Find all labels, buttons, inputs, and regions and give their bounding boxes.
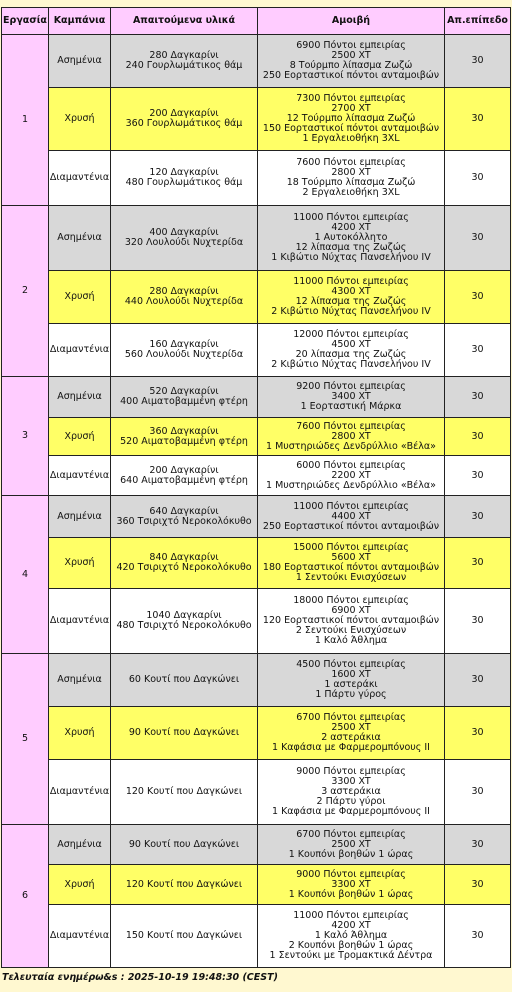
reward-line: 1 Εργαλειοθήκη 3XL	[302, 133, 400, 144]
level-cell: 30	[445, 35, 511, 88]
campaign-cell: Χρυσή	[49, 88, 111, 151]
reward-cell	[258, 271, 445, 324]
header-task: Εργασία	[2, 8, 49, 35]
reward-line: 180 Εορταστικοί πόντοι ανταμοιβών	[262, 562, 440, 573]
table-row	[2, 496, 511, 538]
reward-line: 2700 XT	[331, 103, 371, 114]
table-row	[2, 377, 511, 418]
material-line: 280 Δαγκαρίνι	[149, 50, 219, 61]
reward-line: 1 Μυστηριώδες Δενδρύλλιο «Βέλα»	[266, 479, 436, 491]
reward-line: 1 Σεντούκι με Τρομακτικά Δέντρα	[269, 950, 433, 961]
tasks-table-wrapper	[1, 7, 510, 968]
header-materials: Απαιτούμενα υλικά	[111, 8, 258, 35]
campaign-cell: Διαμαντένια	[49, 760, 111, 825]
level-cell: 30	[445, 206, 511, 271]
table-row	[2, 760, 511, 825]
reward-line: 2 αστεράκια	[321, 732, 381, 743]
materials-cell	[111, 324, 258, 377]
reward-line: 250 Εορταστικοί πόντοι ανταμοιβών	[262, 520, 440, 532]
material-line: 360 Γουρλωμάτικος θάμ	[125, 118, 243, 129]
level-cell: 30	[445, 324, 511, 377]
materials-cell	[111, 418, 258, 456]
reward-line: 250 Εορταστικοί πόντοι ανταμοιβών	[262, 70, 440, 81]
table-row	[2, 654, 511, 707]
table-row	[2, 151, 511, 206]
reward-line: 18000 Πόντοι εμπειρίας	[293, 595, 409, 606]
last-updated-footer	[2, 972, 278, 983]
materials-cell	[111, 456, 258, 496]
task-number-cell: 2	[2, 206, 49, 377]
reward-line: 2 Πάρτυ γύροι	[316, 796, 386, 807]
reward-line: 11000 Πόντοι εμπειρίας	[293, 276, 409, 287]
task-number-cell: 4	[2, 496, 49, 654]
level-cell: 30	[445, 905, 511, 968]
reward-cell	[258, 377, 445, 418]
table-row	[2, 865, 511, 905]
level-cell: 30	[445, 538, 511, 589]
header-campaign: Καμπάνια	[49, 8, 111, 35]
reward-line: 20 λίπασμα της Ζωζώς	[295, 349, 407, 360]
reward-line: 9000 Πόντοι εμπειρίας	[296, 766, 406, 777]
material-line: 1040 Δαγκαρίνι	[146, 610, 222, 621]
task-number-cell: 1	[2, 35, 49, 206]
material-line: 60 Κουτί που Δαγκώνει	[128, 674, 240, 685]
level-cell: 30	[445, 760, 511, 825]
level-cell: 30	[445, 707, 511, 760]
reward-line: 15000 Πόντοι εμπειρίας	[293, 542, 409, 553]
reward-cell	[258, 88, 445, 151]
materials-cell	[111, 151, 258, 206]
reward-line: 2 Κουπόνι βοηθών 1 ώρας	[288, 940, 414, 951]
campaign-cell: Διαμαντένια	[49, 589, 111, 654]
campaign-cell: Χρυσή	[49, 418, 111, 456]
material-line: 280 Δαγκαρίνι	[149, 286, 219, 297]
material-line: 640 Αιματοβαμμένη φτέρη	[120, 474, 248, 486]
table-row	[2, 538, 511, 589]
reward-line: 7300 Πόντοι εμπειρίας	[296, 93, 406, 104]
reward-cell	[258, 324, 445, 377]
campaign-cell: Χρυσή	[49, 538, 111, 589]
reward-line: 11000 Πόντοι εμπειρίας	[293, 212, 409, 223]
reward-line: 2 Κιβώτιο Νύχτας Πανσελήνου IV	[271, 306, 431, 317]
reward-cell	[258, 905, 445, 968]
reward-line: 9200 Πόντοι εμπειρίας	[296, 381, 406, 392]
materials-cell	[111, 496, 258, 538]
table-row	[2, 88, 511, 151]
table-row	[2, 418, 511, 456]
reward-cell	[258, 418, 445, 456]
reward-line: 2 Σεντούκι Ενισχύσεων	[295, 625, 407, 636]
materials-cell	[111, 707, 258, 760]
reward-line: 1 αστεράκι	[324, 679, 378, 690]
reward-cell	[258, 456, 445, 496]
reward-cell	[258, 865, 445, 905]
table-row	[2, 456, 511, 496]
reward-line: 9000 Πόντοι εμπειρίας	[296, 868, 406, 880]
reward-line: 3 αστεράκια	[321, 786, 381, 797]
reward-line: 2800 XT	[331, 167, 371, 178]
material-line: 520 Δαγκαρίνι	[149, 386, 219, 397]
reward-line: 1 Αυτοκόλλητο	[314, 232, 388, 243]
reward-cell	[258, 538, 445, 589]
tasks-table	[1, 7, 511, 968]
table-row	[2, 589, 511, 654]
material-line: 840 Δαγκαρίνι	[149, 552, 219, 563]
reward-line: 5600 XT	[331, 552, 371, 563]
materials-cell	[111, 206, 258, 271]
material-line: 150 Κουτί που Δαγκώνει	[125, 930, 243, 941]
materials-cell	[111, 654, 258, 707]
reward-line: 1 Κουπόνι βοηθών 1 ώρας	[288, 848, 414, 860]
reward-line: 4500 XT	[331, 339, 371, 350]
reward-line: 2800 XT	[331, 430, 371, 442]
reward-cell	[258, 760, 445, 825]
reward-cell	[258, 35, 445, 88]
reward-line: 12 λίπασμα της Ζωζώς	[295, 242, 407, 253]
last-updated-timestamp: : 2025-10-19 19:48:30 (CEST)	[120, 972, 278, 983]
campaign-cell: Ασημένια	[49, 35, 111, 88]
reward-line: 150 Εορταστικοί πόντοι ανταμοιβών	[262, 123, 440, 134]
header-row	[2, 8, 511, 35]
table-row	[2, 35, 511, 88]
reward-line: 12000 Πόντοι εμπειρίας	[293, 329, 409, 340]
level-cell: 30	[445, 496, 511, 538]
reward-line: 2 Κιβώτιο Νύχτας Πανσελήνου IV	[271, 359, 431, 370]
reward-cell	[258, 825, 445, 865]
reward-line: 2500 XT	[331, 50, 371, 61]
level-cell: 30	[445, 418, 511, 456]
materials-cell	[111, 760, 258, 825]
reward-line: 18 Τούρμπο λίπασμα Ζωζώ	[286, 177, 416, 188]
reward-line: 8 Τούρμπο λίπασμα Ζωζώ	[289, 60, 413, 71]
materials-cell	[111, 88, 258, 151]
reward-cell	[258, 589, 445, 654]
reward-line: 2500 XT	[331, 838, 371, 850]
campaign-cell: Ασημένια	[49, 654, 111, 707]
campaign-cell: Διαμαντένια	[49, 151, 111, 206]
table-row	[2, 825, 511, 865]
material-line: 640 Δαγκαρίνι	[149, 505, 219, 517]
reward-cell	[258, 206, 445, 271]
materials-cell	[111, 825, 258, 865]
material-line: 360 Τσιριχτό Νεροκολόκυθο	[116, 515, 252, 527]
campaign-cell: Χρυσή	[49, 865, 111, 905]
material-line: 200 Δαγκαρίνι	[149, 464, 219, 476]
reward-line: 11000 Πόντοι εμπειρίας	[293, 500, 409, 512]
level-cell: 30	[445, 654, 511, 707]
material-line: 480 Γουρλωμάτικος θάμ	[125, 177, 243, 188]
reward-line: 6700 Πόντοι εμπειρίας	[296, 828, 406, 840]
material-line: 360 Δαγκαρίνι	[149, 425, 219, 437]
level-cell: 30	[445, 377, 511, 418]
task-number-cell: 6	[2, 825, 49, 968]
level-cell: 30	[445, 589, 511, 654]
material-line: 560 Λουλούδι Νυχτερίδα	[124, 349, 244, 360]
reward-line: 3300 XT	[331, 776, 371, 787]
reward-line: 1 Κουπόνι βοηθών 1 ώρας	[288, 888, 414, 900]
reward-line: 7600 Πόντοι εμπειρίας	[296, 157, 406, 168]
reward-line: 12 λίπασμα της Ζωζώς	[295, 296, 407, 307]
reward-line: 3300 XT	[331, 878, 371, 890]
reward-line: 1600 XT	[331, 669, 371, 680]
materials-cell	[111, 589, 258, 654]
material-line: 120 Κουτί που Δαγκώνει	[125, 878, 243, 890]
materials-cell	[111, 865, 258, 905]
reward-line: 12 Τούρμπο λίπασμα Ζωζώ	[286, 113, 416, 124]
reward-line: 4200 XT	[331, 222, 371, 233]
material-line: 520 Αιματοβαμμένη φτέρη	[120, 435, 248, 447]
table-row	[2, 905, 511, 968]
reward-line: 6000 Πόντοι εμπειρίας	[296, 459, 406, 471]
reward-cell	[258, 151, 445, 206]
reward-line: 1 Καλό Άθλημα	[314, 635, 388, 646]
level-cell: 30	[445, 151, 511, 206]
task-number-cell: 3	[2, 377, 49, 496]
reward-line: 6900 Πόντοι εμπειρίας	[296, 40, 406, 51]
level-cell: 30	[445, 271, 511, 324]
material-line: 240 Γουρλωμάτικος θάμ	[125, 60, 243, 71]
last-updated-label: Τελευταία ενημέρω&s	[2, 972, 118, 983]
reward-line: 4500 Πόντοι εμπειρίας	[296, 659, 406, 670]
level-cell: 30	[445, 456, 511, 496]
reward-line: 2500 XT	[331, 722, 371, 733]
reward-cell	[258, 496, 445, 538]
materials-cell	[111, 538, 258, 589]
campaign-cell: Ασημένια	[49, 496, 111, 538]
materials-cell	[111, 905, 258, 968]
material-line: 400 Αιματοβαμμένη φτέρη	[120, 396, 248, 407]
material-line: 440 Λουλούδι Νυχτερίδα	[124, 296, 244, 307]
table-row	[2, 271, 511, 324]
level-cell: 30	[445, 825, 511, 865]
reward-line: 7600 Πόντοι εμπειρίας	[296, 420, 406, 432]
material-line: 420 Τσιριχτό Νεροκολόκυθο	[116, 562, 252, 573]
reward-line: 1 Σεντούκι Ενισχύσεων	[295, 572, 407, 583]
campaign-cell: Διαμαντένια	[49, 324, 111, 377]
level-cell: 30	[445, 865, 511, 905]
material-line: 200 Δαγκαρίνι	[149, 108, 219, 119]
reward-line: 1 Μυστηριώδες Δενδρύλλιο «Βέλα»	[266, 440, 436, 452]
table-row	[2, 324, 511, 377]
material-line: 480 Τσιριχτό Νεροκολόκυθο	[116, 620, 252, 631]
tasks-table-body	[2, 35, 511, 968]
material-line: 90 Κουτί που Δαγκώνει	[128, 727, 240, 738]
campaign-cell: Χρυσή	[49, 271, 111, 324]
reward-line: 4400 XT	[331, 510, 371, 522]
campaign-cell: Διαμαντένια	[49, 905, 111, 968]
reward-cell	[258, 654, 445, 707]
reward-cell	[258, 707, 445, 760]
reward-line: 120 Εορταστικοί πόντοι ανταμοιβών	[262, 615, 440, 626]
reward-line: 2200 XT	[331, 469, 371, 481]
material-line: 160 Δαγκαρίνι	[149, 339, 219, 350]
reward-line: 1 Καφάσια με Φαρμερομπόνους II	[272, 806, 430, 817]
reward-line: 1 Κιβώτιο Νύχτας Πανσελήνου IV	[271, 252, 431, 263]
campaign-cell: Ασημένια	[49, 825, 111, 865]
task-number-cell: 5	[2, 654, 49, 825]
material-line: 400 Δαγκαρίνι	[149, 227, 219, 238]
table-row	[2, 206, 511, 271]
material-line: 120 Δαγκαρίνι	[149, 167, 219, 178]
reward-line: 1 Πάρτυ γύρος	[315, 689, 387, 700]
campaign-cell: Ασημένια	[49, 377, 111, 418]
header-level: Απ.επίπεδο	[445, 8, 511, 35]
reward-line: 3400 XT	[331, 391, 371, 402]
campaign-cell: Χρυσή	[49, 707, 111, 760]
reward-line: 1 Καφάσια με Φαρμερομπόνους II	[272, 742, 430, 753]
reward-line: 2 Εργαλειοθήκη 3XL	[302, 187, 400, 198]
reward-line: 11000 Πόντοι εμπειρίας	[293, 910, 409, 921]
reward-line: 4200 XT	[331, 920, 371, 931]
campaign-cell: Διαμαντένια	[49, 456, 111, 496]
reward-line: 1 Καλό Άθλημα	[314, 930, 388, 941]
materials-cell	[111, 35, 258, 88]
materials-cell	[111, 271, 258, 324]
reward-line: 1 Εορταστική Μάρκα	[300, 401, 402, 412]
materials-cell	[111, 377, 258, 418]
reward-line: 6700 Πόντοι εμπειρίας	[296, 712, 406, 723]
reward-line: 6900 XT	[331, 605, 371, 616]
campaign-cell: Ασημένια	[49, 206, 111, 271]
material-line: 320 Λουλούδι Νυχτερίδα	[124, 237, 244, 248]
header-reward: Αμοιβή	[258, 8, 445, 35]
level-cell: 30	[445, 88, 511, 151]
table-row	[2, 707, 511, 760]
material-line: 120 Κουτί που Δαγκώνει	[125, 786, 243, 797]
material-line: 90 Κουτί που Δαγκώνει	[128, 838, 240, 850]
reward-line: 4300 XT	[331, 286, 371, 297]
